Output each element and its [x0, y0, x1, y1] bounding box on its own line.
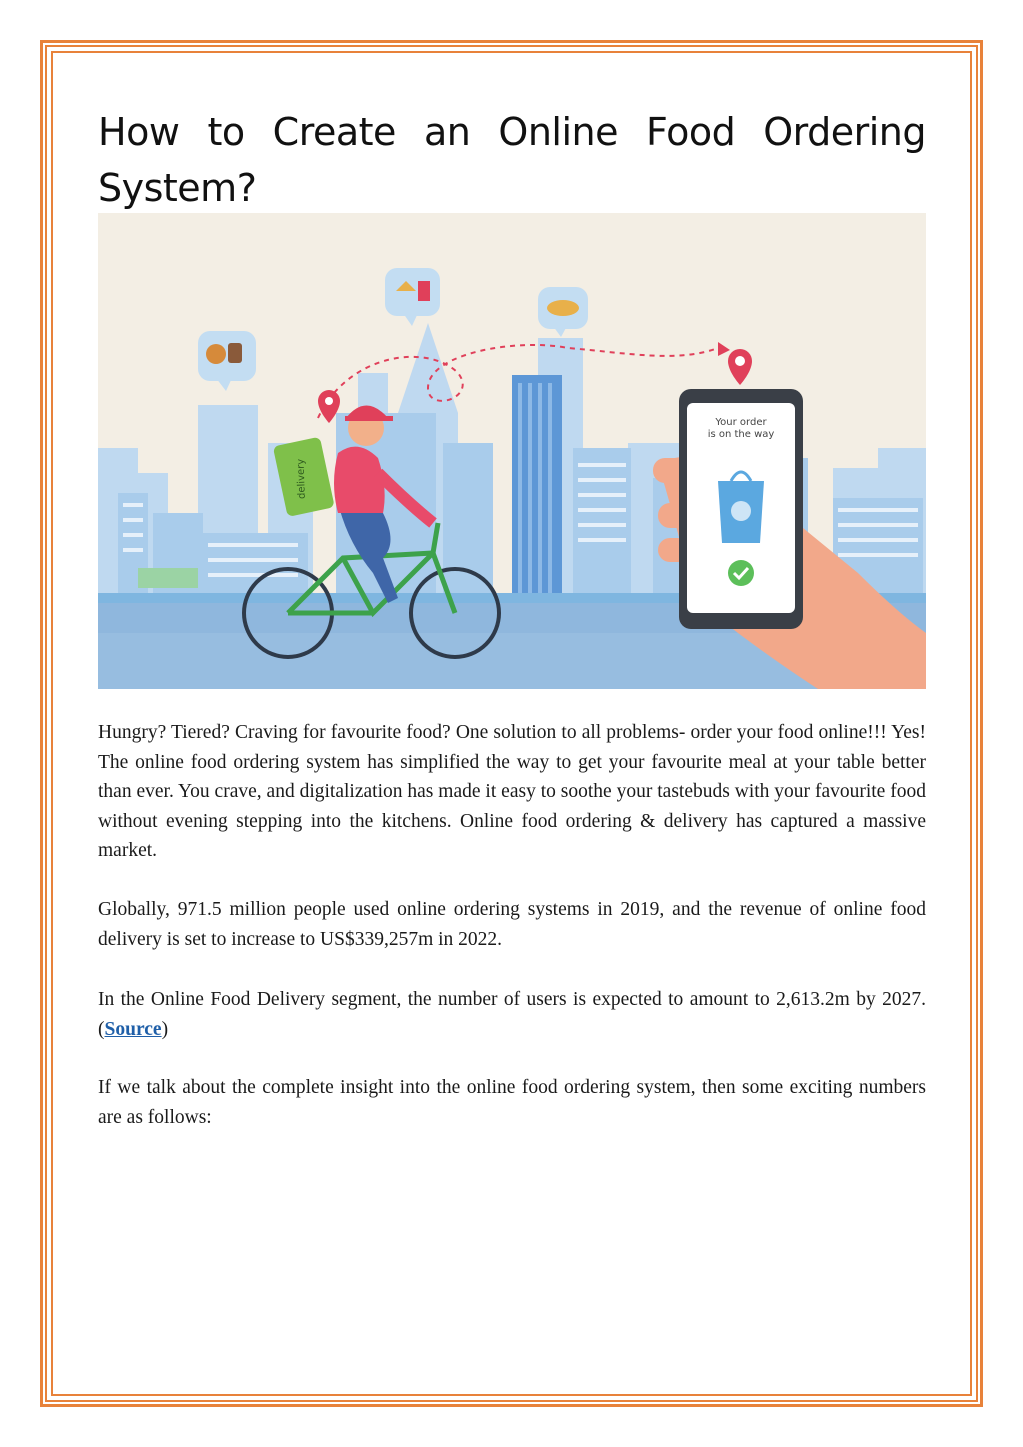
phone-text-line2: is on the way	[707, 429, 775, 440]
users-paragraph-text: In the Online Food Delivery segment, the number of users is expected to amount to 2,613.2m by 2027. (	[98, 989, 926, 1040]
users-paragraph	[98, 985, 926, 1044]
hero-illustration	[98, 213, 926, 689]
delivery-bag-label: delivery	[295, 458, 308, 500]
users-paragraph-close: )	[161, 1018, 169, 1040]
insight-paragraph: If we talk about the complete insight into the online food ordering system, then some exciting numbers are as follows:	[98, 1077, 926, 1128]
source-link[interactable]: Source	[104, 1018, 162, 1040]
intro-paragraph: Hungry? Tiered? Craving for favourite food? One solution to all problems- order your food online!!! Yes! The online food ordering system has simplified the way to get your favourite meal at your table better than ever. You crave, and digitalization has made it easy to soothe your tastebuds with your favourite food without evening stepping into the kitchens. Online food ordering & delivery has captured a massive market.	[98, 722, 926, 861]
statistics-paragraph: Globally, 971.5 million people used online ordering systems in 2019, and the revenue of online food delivery is set to increase to US$339,257m in 2022.	[98, 899, 926, 950]
document-title: How to Create an Online Food Ordering System?	[98, 110, 926, 210]
phone-text-line1: Your order	[715, 417, 767, 428]
